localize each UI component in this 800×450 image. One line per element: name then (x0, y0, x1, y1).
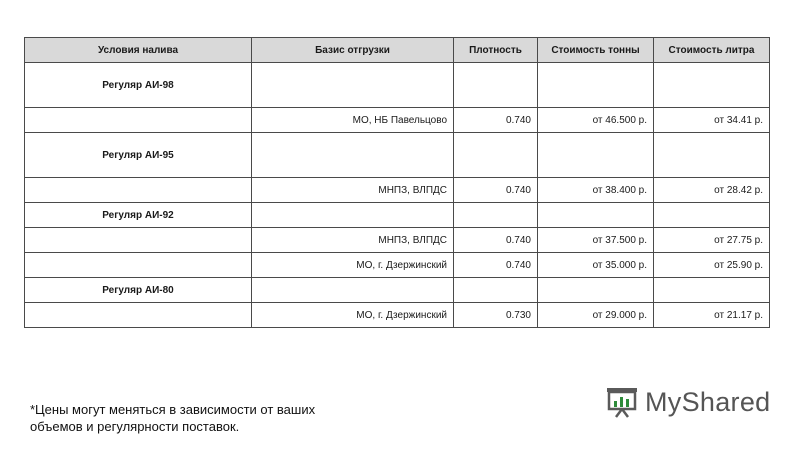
cell-density: 0.740 (454, 228, 538, 253)
cell-density (454, 63, 538, 108)
cell-price-liter (654, 133, 770, 178)
cell-basis (252, 63, 454, 108)
table-row (25, 203, 770, 228)
fuel-price-table (24, 37, 770, 328)
price-footnote (30, 401, 315, 435)
cell-basis (252, 278, 454, 303)
cell-condition: Регуляр АИ-92 (25, 203, 252, 228)
cell-price-ton (538, 203, 654, 228)
table-row (25, 63, 770, 108)
table-row (25, 133, 770, 178)
header-conditions: Условия налива (25, 38, 252, 63)
logo-text: MyShared (645, 386, 771, 417)
cell-density: 0.740 (454, 108, 538, 133)
cell-price-liter: от 28.42 р. (654, 178, 770, 203)
cell-price-liter (654, 203, 770, 228)
cell-density: 0.740 (454, 178, 538, 203)
cell-price-liter: от 34.41 р. (654, 108, 770, 133)
cell-price-ton (538, 278, 654, 303)
cell-price-liter: от 25.90 р. (654, 253, 770, 278)
cell-basis: МО, НБ Павельцово (252, 108, 454, 133)
header-price-ton: Стоимость тонны (538, 38, 654, 63)
cell-condition: Регуляр АИ-80 (25, 278, 252, 303)
cell-condition: Регуляр АИ-98 (25, 63, 252, 108)
footnote-line: *Цены могут меняться в зависимости от ваших (30, 402, 316, 417)
table-row (25, 278, 770, 303)
header-basis: Базис отгрузки (252, 38, 454, 63)
cell-density (454, 278, 538, 303)
cell-price-ton (538, 63, 654, 108)
cell-condition (25, 178, 252, 203)
table-row (25, 108, 770, 133)
table-row (25, 303, 770, 328)
cell-price-liter: от 21.17 р. (654, 303, 770, 328)
cell-condition (25, 253, 252, 278)
cell-density: 0.740 (454, 253, 538, 278)
footnote-line: объемов и регулярности поставок. (30, 419, 240, 434)
cell-basis (252, 133, 454, 178)
cell-price-ton: от 29.000 р. (538, 303, 654, 328)
cell-price-ton: от 37.500 р. (538, 228, 654, 253)
cell-density: 0.730 (454, 303, 538, 328)
header-price-liter: Стоимость литра (654, 38, 770, 63)
table-row (25, 228, 770, 253)
cell-price-ton: от 35.000 р. (538, 253, 654, 278)
myshared-logo[interactable] (605, 385, 770, 419)
cell-price-ton (538, 133, 654, 178)
cell-condition: Регуляр АИ-95 (25, 133, 252, 178)
table-row (25, 253, 770, 278)
cell-condition (25, 228, 252, 253)
cell-basis: МНПЗ, ВЛПДС (252, 228, 454, 253)
cell-price-liter (654, 63, 770, 108)
cell-density (454, 133, 538, 178)
cell-basis: МНПЗ, ВЛПДС (252, 178, 454, 203)
cell-price-ton: от 46.500 р. (538, 108, 654, 133)
header-density: Плотность (454, 38, 538, 63)
cell-price-ton: от 38.400 р. (538, 178, 654, 203)
cell-condition (25, 303, 252, 328)
cell-basis (252, 203, 454, 228)
cell-basis: МО, г. Дзержинский (252, 253, 454, 278)
table-row (25, 178, 770, 203)
cell-price-liter: от 27.75 р. (654, 228, 770, 253)
cell-price-liter (654, 278, 770, 303)
cell-condition (25, 108, 252, 133)
presentation-board-icon (605, 385, 639, 419)
table-header-row (25, 38, 770, 63)
cell-density (454, 203, 538, 228)
cell-basis: МО, г. Дзержинский (252, 303, 454, 328)
